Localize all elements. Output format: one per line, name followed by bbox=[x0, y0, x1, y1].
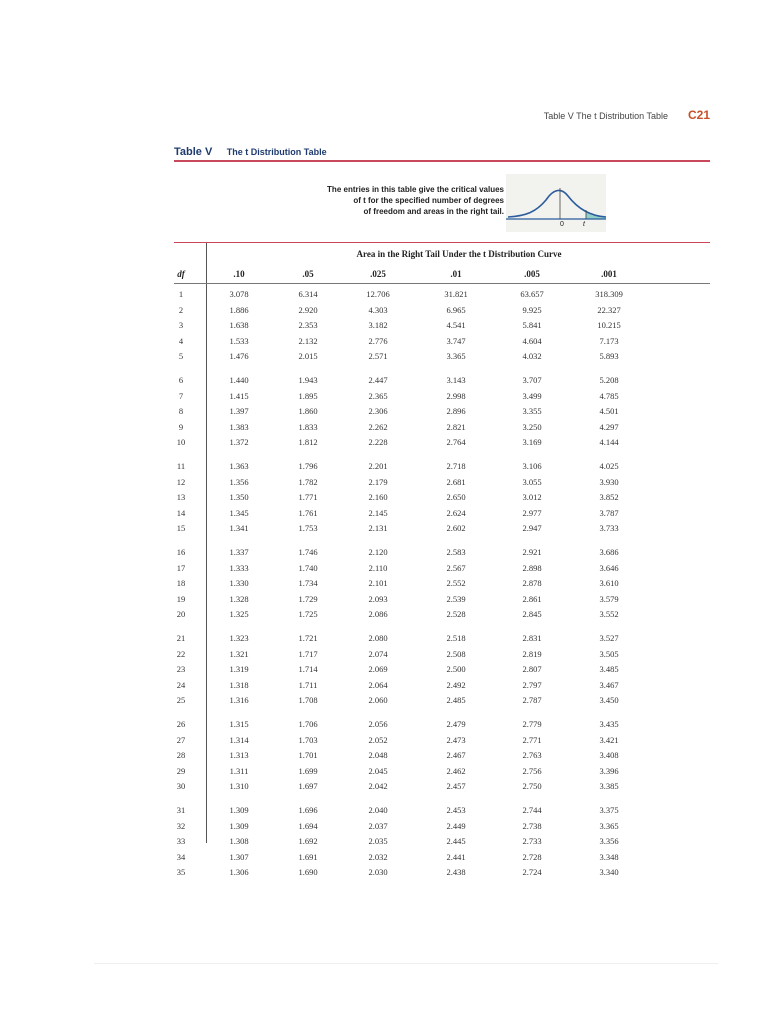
df-cell: 5 bbox=[178, 351, 184, 361]
critical-value-cell: 2.500 bbox=[446, 664, 466, 674]
critical-value-cell: 63.657 bbox=[520, 289, 544, 299]
critical-value-cell: 2.819 bbox=[522, 648, 542, 659]
critical-value-cell: 2.602 bbox=[446, 523, 466, 533]
critical-value-cell: 2.552 bbox=[446, 578, 466, 588]
critical-value-cell: 3.365 bbox=[599, 820, 619, 831]
df-cell: 26 bbox=[176, 719, 186, 729]
critical-value-cell: 1.350 bbox=[229, 492, 249, 502]
critical-value-cell: 1.316 bbox=[229, 695, 249, 705]
critical-value-cell: 3.646 bbox=[599, 562, 619, 573]
critical-value-cell: 9.925 bbox=[522, 304, 542, 315]
critical-value-cell: 2.438 bbox=[446, 867, 466, 877]
table-title-row bbox=[174, 142, 327, 160]
df-cell: 13 bbox=[176, 492, 186, 502]
running-head: Table V The t Distribution Table bbox=[543, 111, 668, 121]
critical-value-cell: 1.706 bbox=[298, 719, 318, 729]
critical-value-cell: 3.787 bbox=[599, 507, 619, 518]
critical-value-cell: 3.348 bbox=[599, 851, 619, 862]
critical-value-cell: 2.738 bbox=[522, 820, 542, 831]
critical-value-cell: 1.372 bbox=[229, 437, 249, 447]
df-cell: 28 bbox=[176, 750, 186, 760]
critical-value-cell: 2.179 bbox=[368, 476, 388, 487]
critical-value-cell: 1.345 bbox=[229, 507, 249, 518]
critical-value-cell: 3.012 bbox=[522, 492, 542, 502]
critical-value-cell: 2.776 bbox=[368, 335, 388, 346]
df-cell: 10 bbox=[176, 437, 186, 447]
critical-value-cell: 2.473 bbox=[446, 734, 466, 745]
critical-value-cell: 3.055 bbox=[522, 476, 542, 487]
critical-value-cell: 3.485 bbox=[599, 664, 619, 674]
critical-value-cell: 2.048 bbox=[368, 750, 388, 760]
table-label: Table V bbox=[174, 146, 213, 158]
critical-value-cell: 1.943 bbox=[298, 375, 318, 385]
critical-value-cell: 1.638 bbox=[229, 320, 249, 330]
critical-value-cell: 2.042 bbox=[368, 781, 388, 791]
critical-value-cell: 12.706 bbox=[366, 289, 390, 299]
critical-value-cell: 1.694 bbox=[298, 820, 318, 831]
critical-value-cell: 2.878 bbox=[522, 578, 542, 588]
intro-line: of freedom and areas in the right tail. bbox=[363, 207, 504, 216]
df-cell: 25 bbox=[176, 695, 186, 705]
critical-value-cell: 2.492 bbox=[446, 679, 466, 690]
critical-value-cell: 1.307 bbox=[229, 851, 249, 862]
critical-value-cell: 1.325 bbox=[229, 609, 249, 619]
critical-value-cell: 6.314 bbox=[298, 289, 318, 299]
df-cell: 17 bbox=[176, 562, 186, 573]
df-cell: 30 bbox=[176, 781, 186, 791]
critical-value-cell: 1.725 bbox=[298, 609, 318, 619]
critical-value-cell: 1.415 bbox=[229, 390, 249, 401]
critical-value-cell: 1.533 bbox=[229, 335, 249, 346]
critical-value-cell: 2.110 bbox=[368, 562, 388, 573]
critical-value-cell: 1.328 bbox=[229, 593, 249, 604]
df-cell: 16 bbox=[176, 547, 186, 557]
critical-value-cell: 1.319 bbox=[229, 664, 249, 674]
critical-value-cell: 2.080 bbox=[368, 633, 388, 643]
critical-value-cell: 3.852 bbox=[599, 492, 619, 502]
df-cell: 21 bbox=[176, 633, 186, 643]
critical-value-cell: 3.340 bbox=[599, 867, 619, 877]
critical-value-cell: 3.143 bbox=[446, 375, 466, 385]
critical-value-cell: 2.030 bbox=[368, 867, 388, 877]
intro-text bbox=[264, 184, 504, 217]
t-curve-icon bbox=[506, 174, 606, 232]
critical-value-cell: 3.686 bbox=[599, 547, 619, 557]
df-cell: 22 bbox=[176, 648, 186, 659]
critical-value-cell: 2.201 bbox=[368, 461, 388, 471]
critical-value-cell: 2.064 bbox=[368, 679, 388, 690]
critical-value-cell: 3.365 bbox=[446, 351, 466, 361]
critical-value-cell: 3.250 bbox=[522, 421, 542, 432]
critical-value-cell: 3.396 bbox=[599, 765, 619, 776]
critical-value-cell: 4.032 bbox=[522, 351, 542, 361]
critical-value-cell: 4.025 bbox=[599, 461, 619, 471]
critical-value-cell: 2.831 bbox=[522, 633, 542, 643]
area-heading: Area in the Right Tail Under the t Distribution Curve bbox=[356, 249, 562, 259]
critical-value-cell: 2.353 bbox=[298, 320, 318, 330]
critical-value-cell: 2.467 bbox=[446, 750, 466, 760]
critical-value-cell: 3.930 bbox=[599, 476, 619, 487]
critical-value-cell: 2.086 bbox=[368, 609, 388, 619]
critical-value-cell: 2.650 bbox=[446, 492, 466, 502]
critical-value-cell: 2.131 bbox=[368, 523, 388, 533]
critical-value-cell: 3.182 bbox=[368, 320, 388, 330]
critical-value-cell: 3.078 bbox=[229, 289, 249, 299]
critical-value-cell: 1.714 bbox=[298, 664, 318, 674]
header-rule bbox=[174, 283, 710, 284]
critical-value-cell: 1.313 bbox=[229, 750, 249, 760]
critical-value-cell: 3.467 bbox=[599, 679, 619, 690]
df-cell: 29 bbox=[176, 765, 186, 776]
critical-value-cell: 4.541 bbox=[446, 320, 466, 330]
critical-value-cell: 3.435 bbox=[599, 719, 619, 729]
critical-value-cell: 2.567 bbox=[446, 562, 466, 573]
df-cell: 2 bbox=[178, 304, 184, 315]
critical-value-cell: 1.708 bbox=[298, 695, 318, 705]
df-cell: 1 bbox=[178, 289, 184, 299]
df-cell: 32 bbox=[176, 820, 186, 831]
critical-value-cell: 2.921 bbox=[522, 547, 542, 557]
critical-value-cell: 2.724 bbox=[522, 867, 542, 877]
critical-value-cell: 1.310 bbox=[229, 781, 249, 791]
critical-value-cell: 2.032 bbox=[368, 851, 388, 862]
critical-value-cell: 2.807 bbox=[522, 664, 542, 674]
column-header-area: .05 bbox=[302, 269, 314, 279]
critical-value-cell: 2.449 bbox=[446, 820, 466, 831]
critical-value-cell: 3.552 bbox=[599, 609, 619, 619]
critical-value-cell: 2.539 bbox=[446, 593, 466, 604]
table-top-rule bbox=[174, 242, 710, 243]
column-header-area: .001 bbox=[601, 269, 617, 279]
critical-value-cell: 2.060 bbox=[368, 695, 388, 705]
critical-value-cell: 1.740 bbox=[298, 562, 318, 573]
critical-value-cell: 2.306 bbox=[368, 406, 388, 416]
df-cell: 14 bbox=[176, 507, 186, 518]
critical-value-cell: 3.450 bbox=[599, 695, 619, 705]
critical-value-cell: 2.898 bbox=[522, 562, 542, 573]
critical-value-cell: 5.208 bbox=[599, 375, 619, 385]
critical-value-cell: 1.697 bbox=[298, 781, 318, 791]
critical-value-cell: 2.015 bbox=[298, 351, 318, 361]
intro-line: of t for the specified number of degrees bbox=[353, 196, 504, 205]
critical-value-cell: 2.750 bbox=[522, 781, 542, 791]
critical-value-cell: 4.297 bbox=[599, 421, 619, 432]
critical-value-cell: 2.040 bbox=[368, 805, 388, 815]
critical-value-cell: 3.733 bbox=[599, 523, 619, 533]
critical-value-cell: 2.771 bbox=[522, 734, 542, 745]
critical-value-cell: 2.947 bbox=[522, 523, 542, 533]
critical-value-cell: 1.690 bbox=[298, 867, 318, 877]
critical-value-cell: 3.610 bbox=[599, 578, 619, 588]
df-cell: 31 bbox=[176, 805, 186, 815]
critical-value-cell: 2.528 bbox=[446, 609, 466, 619]
critical-value-cell: 10.215 bbox=[597, 320, 621, 330]
critical-value-cell: 1.771 bbox=[298, 492, 318, 502]
table-title: The t Distribution Table bbox=[226, 147, 327, 157]
df-cell: 7 bbox=[178, 390, 184, 401]
critical-value-cell: 1.308 bbox=[229, 836, 249, 846]
df-cell: 6 bbox=[178, 375, 184, 385]
critical-value-cell: 22.327 bbox=[597, 304, 621, 315]
critical-value-cell: 3.527 bbox=[599, 633, 619, 643]
critical-value-cell: 2.262 bbox=[368, 421, 388, 432]
critical-value-cell: 1.314 bbox=[229, 734, 249, 745]
critical-value-cell: 2.037 bbox=[368, 820, 388, 831]
page-bottom-rule bbox=[94, 963, 718, 964]
critical-value-cell: 2.681 bbox=[446, 476, 466, 487]
critical-value-cell: 3.505 bbox=[599, 648, 619, 659]
critical-value-cell: 1.306 bbox=[229, 867, 249, 877]
critical-value-cell: 3.106 bbox=[522, 461, 542, 471]
column-header-area: .01 bbox=[450, 269, 462, 279]
critical-value-cell: 1.711 bbox=[298, 679, 318, 690]
critical-value-cell: 1.895 bbox=[298, 390, 318, 401]
critical-value-cell: 2.485 bbox=[446, 695, 466, 705]
critical-value-cell: 2.160 bbox=[368, 492, 388, 502]
critical-value-cell: 2.733 bbox=[522, 836, 542, 846]
critical-value-cell: 2.508 bbox=[446, 648, 466, 659]
critical-value-cell: 1.746 bbox=[298, 547, 318, 557]
t-distribution-curve-figure bbox=[506, 174, 606, 232]
critical-value-cell: 1.440 bbox=[229, 375, 249, 385]
critical-value-cell: 1.692 bbox=[298, 836, 318, 846]
critical-value-cell: 2.069 bbox=[368, 664, 388, 674]
critical-value-cell: 2.845 bbox=[522, 609, 542, 619]
critical-value-cell: 1.397 bbox=[229, 406, 249, 416]
intro-line: The entries in this table give the critical values bbox=[327, 185, 504, 194]
critical-value-cell: 1.699 bbox=[298, 765, 318, 776]
critical-value-cell: 2.056 bbox=[368, 719, 388, 729]
critical-value-cell: 3.356 bbox=[599, 836, 619, 846]
critical-value-cell: 2.998 bbox=[446, 390, 466, 401]
critical-value-cell: 1.753 bbox=[298, 523, 318, 533]
critical-value-cell: 1.309 bbox=[229, 820, 249, 831]
critical-value-cell: 2.228 bbox=[368, 437, 388, 447]
critical-value-cell: 2.101 bbox=[368, 578, 388, 588]
critical-value-cell: 3.747 bbox=[446, 335, 466, 346]
critical-value-cell: 1.356 bbox=[229, 476, 249, 487]
critical-value-cell: 2.441 bbox=[446, 851, 466, 862]
critical-value-cell: 2.447 bbox=[368, 375, 388, 385]
critical-value-cell: 1.337 bbox=[229, 547, 249, 557]
critical-value-cell: 1.315 bbox=[229, 719, 249, 729]
critical-value-cell: 1.696 bbox=[298, 805, 318, 815]
t-label: t bbox=[583, 221, 585, 228]
critical-value-cell: 3.579 bbox=[599, 593, 619, 604]
df-cell: 24 bbox=[176, 679, 186, 690]
critical-value-cell: 4.785 bbox=[599, 390, 619, 401]
critical-value-cell: 2.445 bbox=[446, 836, 466, 846]
column-header-area: .005 bbox=[524, 269, 540, 279]
critical-value-cell: 1.701 bbox=[298, 750, 318, 760]
critical-value-cell: 1.782 bbox=[298, 476, 318, 487]
critical-value-cell: 1.860 bbox=[298, 406, 318, 416]
critical-value-cell: 1.318 bbox=[229, 679, 249, 690]
critical-value-cell: 2.728 bbox=[522, 851, 542, 862]
critical-value-cell: 2.365 bbox=[368, 390, 388, 401]
critical-value-cell: 1.309 bbox=[229, 805, 249, 815]
running-header bbox=[544, 108, 710, 122]
critical-value-cell: 2.571 bbox=[368, 351, 388, 361]
critical-value-cell: 2.518 bbox=[446, 633, 466, 643]
critical-value-cell: 2.896 bbox=[446, 406, 466, 416]
critical-value-cell: 2.093 bbox=[368, 593, 388, 604]
df-cell: 3 bbox=[178, 320, 184, 330]
critical-value-cell: 4.501 bbox=[599, 406, 619, 416]
column-header-area: .025 bbox=[370, 269, 386, 279]
critical-value-cell: 5.893 bbox=[599, 351, 619, 361]
critical-value-cell: 2.744 bbox=[522, 805, 542, 815]
df-cell: 11 bbox=[176, 461, 186, 471]
df-cell: 20 bbox=[176, 609, 186, 619]
df-cell: 9 bbox=[178, 421, 184, 432]
critical-value-cell: 2.583 bbox=[446, 547, 466, 557]
critical-value-cell: 4.604 bbox=[522, 335, 542, 346]
critical-value-cell: 2.479 bbox=[446, 719, 466, 729]
critical-value-cell: 2.074 bbox=[368, 648, 388, 659]
column-header-area: .10 bbox=[233, 269, 245, 279]
critical-value-cell: 1.330 bbox=[229, 578, 249, 588]
critical-value-cell: 1.691 bbox=[298, 851, 318, 862]
critical-value-cell: 1.476 bbox=[229, 351, 249, 361]
critical-value-cell: 2.132 bbox=[298, 335, 318, 346]
df-cell: 35 bbox=[176, 867, 186, 877]
critical-value-cell: 3.499 bbox=[522, 390, 542, 401]
critical-value-cell: 1.333 bbox=[229, 562, 249, 573]
critical-value-cell: 1.703 bbox=[298, 734, 318, 745]
critical-value-cell: 2.120 bbox=[368, 547, 388, 557]
df-cell: 12 bbox=[176, 476, 186, 487]
critical-value-cell: 1.729 bbox=[298, 593, 318, 604]
df-cell: 4 bbox=[178, 335, 184, 346]
critical-value-cell: 2.787 bbox=[522, 695, 542, 705]
column-header-df: df bbox=[177, 269, 185, 279]
critical-value-cell: 1.311 bbox=[229, 765, 249, 776]
critical-value-cell: 1.717 bbox=[298, 648, 318, 659]
df-cell: 27 bbox=[176, 734, 186, 745]
critical-value-cell: 1.796 bbox=[298, 461, 318, 471]
zero-label: 0 bbox=[560, 221, 564, 228]
critical-value-cell: 1.833 bbox=[298, 421, 318, 432]
critical-value-cell: 2.718 bbox=[446, 461, 466, 471]
critical-value-cell: 7.173 bbox=[599, 335, 619, 346]
critical-value-cell: 2.977 bbox=[522, 507, 542, 518]
df-cell: 19 bbox=[176, 593, 186, 604]
critical-value-cell: 2.457 bbox=[446, 781, 466, 791]
critical-value-cell: 2.145 bbox=[368, 507, 388, 518]
critical-value-cell: 1.323 bbox=[229, 633, 249, 643]
critical-value-cell: 3.421 bbox=[599, 734, 619, 745]
critical-value-cell: 6.965 bbox=[446, 304, 466, 315]
critical-value-cell: 4.303 bbox=[368, 304, 388, 315]
critical-value-cell: 3.169 bbox=[522, 437, 542, 447]
critical-value-cell: 1.812 bbox=[298, 437, 318, 447]
critical-value-cell: 2.861 bbox=[522, 593, 542, 604]
critical-value-cell: 4.144 bbox=[599, 437, 619, 447]
critical-value-cell: 1.761 bbox=[298, 507, 318, 518]
critical-value-cell: 2.045 bbox=[368, 765, 388, 776]
critical-value-cell: 2.764 bbox=[446, 437, 466, 447]
critical-value-cell: 2.052 bbox=[368, 734, 388, 745]
critical-value-cell: 2.624 bbox=[446, 507, 466, 518]
df-cell: 8 bbox=[178, 406, 184, 416]
critical-value-cell: 2.821 bbox=[446, 421, 466, 432]
critical-value-cell: 31.821 bbox=[444, 289, 468, 299]
df-column-divider bbox=[206, 243, 207, 843]
critical-value-cell: 2.035 bbox=[368, 836, 388, 846]
df-cell: 34 bbox=[176, 851, 186, 862]
critical-value-cell: 2.453 bbox=[446, 805, 466, 815]
page-number: C21 bbox=[687, 108, 710, 122]
critical-value-cell: 1.721 bbox=[298, 633, 318, 643]
critical-value-cell: 2.763 bbox=[522, 750, 542, 760]
title-rule bbox=[174, 160, 710, 162]
df-cell: 33 bbox=[176, 836, 186, 846]
critical-value-cell: 3.707 bbox=[522, 375, 542, 385]
critical-value-cell: 5.841 bbox=[522, 320, 542, 330]
critical-value-cell: 2.920 bbox=[298, 304, 318, 315]
critical-value-cell: 1.321 bbox=[229, 648, 249, 659]
df-cell: 15 bbox=[176, 523, 186, 533]
critical-value-cell: 2.462 bbox=[446, 765, 466, 776]
critical-value-cell: 1.341 bbox=[229, 523, 249, 533]
critical-value-cell: 2.797 bbox=[522, 679, 542, 690]
critical-value-cell: 3.385 bbox=[599, 781, 619, 791]
critical-value-cell: 1.363 bbox=[229, 461, 249, 471]
critical-value-cell: 1.886 bbox=[229, 304, 249, 315]
critical-value-cell: 3.408 bbox=[599, 750, 619, 760]
critical-value-cell: 3.375 bbox=[599, 805, 619, 815]
df-cell: 18 bbox=[176, 578, 186, 588]
critical-value-cell: 1.734 bbox=[298, 578, 318, 588]
critical-value-cell: 2.756 bbox=[522, 765, 542, 776]
critical-value-cell: 1.383 bbox=[229, 421, 249, 432]
df-cell: 23 bbox=[176, 664, 186, 674]
critical-value-cell: 318.309 bbox=[595, 289, 623, 299]
critical-value-cell: 2.779 bbox=[522, 719, 542, 729]
critical-value-cell: 3.355 bbox=[522, 406, 542, 416]
